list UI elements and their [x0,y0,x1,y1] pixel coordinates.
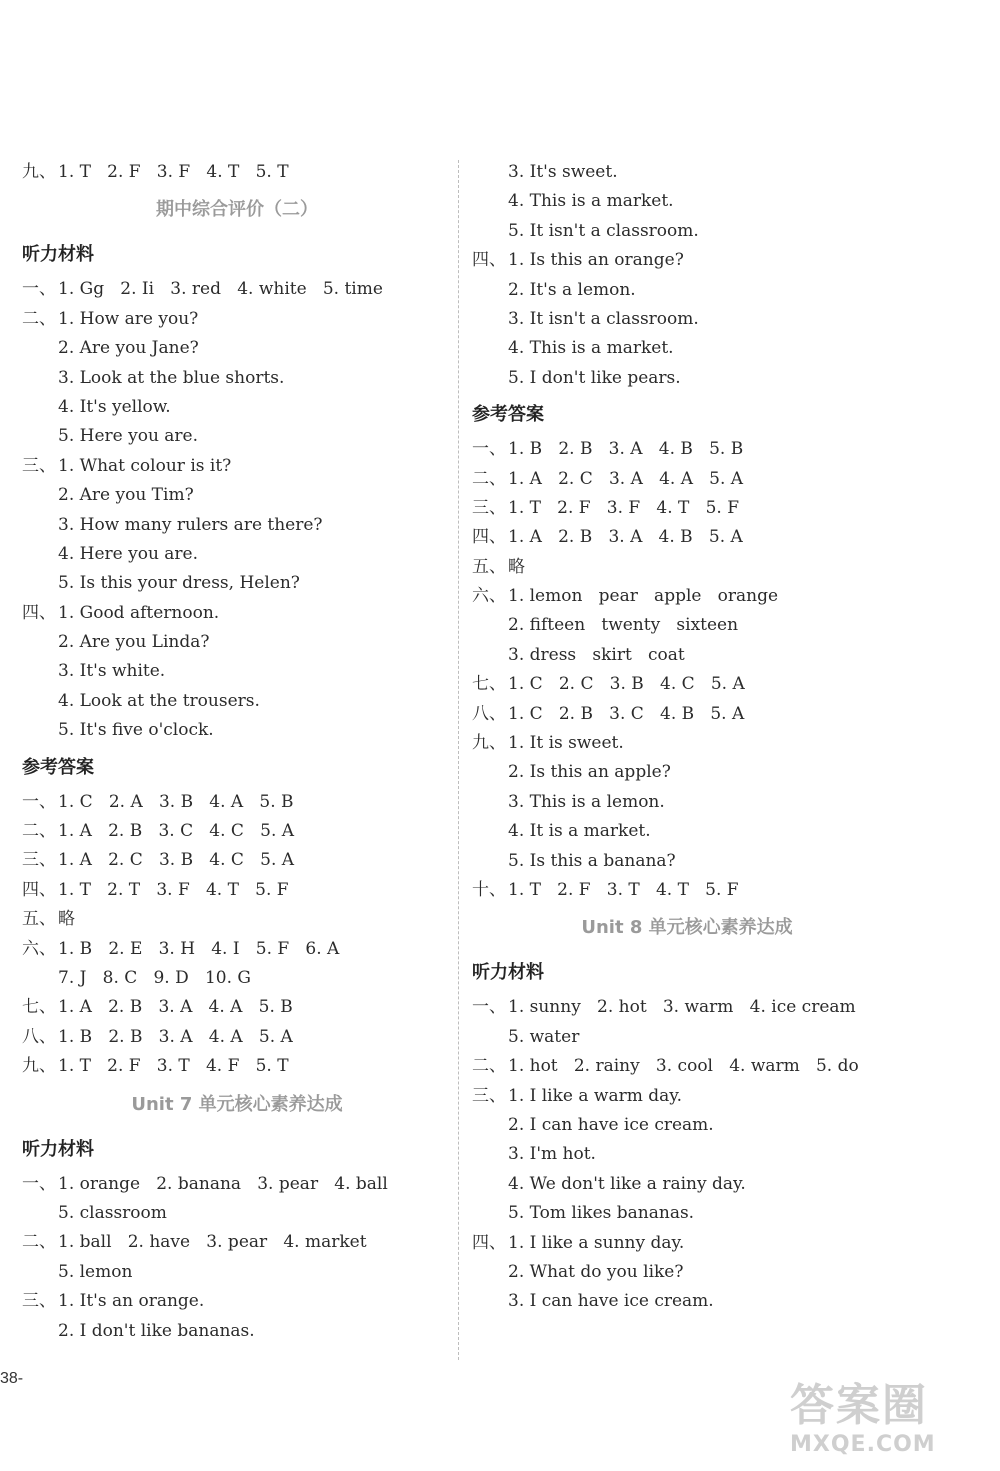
line-text: 5. classroom [58,1202,167,1223]
line-text: 2. fifteen twenty sixteen [508,615,739,636]
question-marker: 七、 [472,674,506,695]
answer-line [22,275,452,304]
answer-line [22,305,452,334]
line-text: 1. B 2. B 3. A 4. A 5. A [58,1026,293,1047]
answer-line [22,846,452,875]
line-text: 3. It isn't a classroom. [508,308,699,329]
answer-line [22,422,452,451]
answer-line [22,628,452,657]
section-title: Unit 8 单元核心素养达成 [581,917,793,939]
line-text: 5. water [508,1026,580,1047]
line-text: 4. This is a market. [508,191,674,212]
line-text: 3. I can have ice cream. [508,1291,714,1312]
line-text: 5. lemon [58,1261,133,1282]
answer-line [472,758,902,787]
line-text: 3. It's sweet. [508,162,618,182]
answer-line [472,1082,902,1111]
line-text: 1. I like a sunny day. [508,1232,685,1253]
question-marker: 八、 [22,1026,56,1047]
answer-line [472,523,902,552]
answer-line [22,569,452,598]
line-text: 1. It's an orange. [58,1291,205,1312]
page-number: 38- [0,1370,24,1387]
answer-line [472,494,902,523]
subsection-heading: 参考答案 [472,404,544,426]
answer-line [22,364,452,393]
line-text: 3. How many rulers are there? [58,514,323,535]
watermark-url: MXQE.COM [790,1432,936,1457]
line-text: 1. orange 2. banana 3. pear 4. ball [58,1173,388,1194]
question-marker: 一、 [22,279,56,300]
line-text: 1. A 2. B 3. C 4. C 5. A [58,821,295,842]
line-text: 1. Gg 2. Ii 3. red 4. white 5. time [58,279,383,300]
question-marker: 四、 [472,527,506,548]
answer-line [472,553,902,582]
answer-line [472,158,902,187]
answer-line [22,687,452,716]
answer-line [472,187,902,216]
line-text: 1. A 2. C 3. A 4. A 5. A [508,468,744,489]
answer-line [22,158,452,187]
answer-line [22,511,452,540]
line-text: 2. Are you Linda? [58,632,210,653]
line-text: 5. It's five o'clock. [58,720,214,741]
line-text: 3. Look at the blue shorts. [58,367,285,388]
answer-line [472,364,902,393]
answer-line [472,611,902,640]
line-text: 1. T 2. F 3. T 4. F 5. T [58,1056,289,1077]
answer-line [22,1052,452,1081]
answer-line [472,993,902,1022]
answer-line [22,481,452,510]
answer-line [472,305,902,334]
answer-line [22,1023,452,1052]
line-text: 1. T 2. T 3. F 4. T 5. F [58,879,289,900]
line-text: 1. lemon pear apple orange [508,586,779,607]
answer-line [22,964,452,993]
line-text: 4. Here you are. [58,543,199,564]
answer-line [22,876,452,905]
question-marker: 一、 [22,791,56,812]
line-text: 1. T 2. F 3. T 4. T 5. F [508,879,739,900]
subsection-heading: 听力材料 [472,962,544,984]
subsection-heading: 听力材料 [22,1138,94,1160]
answer-line [22,716,452,745]
line-text: 1. sunny 2. hot 3. warm 4. ice cream [508,997,856,1018]
answer-line [472,847,902,876]
line-text: 5. Is this your dress, Helen? [58,573,300,594]
line-text: 2. I can have ice cream. [508,1114,714,1135]
answer-line [472,217,902,246]
line-text: 2. It's a lemon. [508,279,636,300]
answer-line [22,393,452,422]
line-text: 7. J 8. C 9. D 10. G [58,967,251,988]
line-text: 2. Are you Tim? [58,485,194,506]
line-text: 2. What do you like? [508,1261,684,1282]
answer-line [472,276,902,305]
line-text: 3. It's white. [58,661,166,682]
question-marker: 五、 [472,556,506,577]
line-text: 1. It is sweet. [508,733,624,754]
line-text: 1. B 2. B 3. A 4. B 5. B [508,439,744,460]
line-text: 4. We don't like a rainy day. [508,1173,746,1194]
line-text: 1. C 2. A 3. B 4. A 5. B [58,791,294,812]
answer-line [22,1258,452,1287]
column-divider [458,160,459,1360]
question-marker: 三、 [22,455,56,476]
question-marker: 一、 [472,997,506,1018]
line-text: 1. Good afternoon. [58,602,220,623]
answer-line [472,334,902,363]
question-marker: 九、 [472,733,506,754]
line-text: 1. How are you? [58,308,199,329]
question-marker: 二、 [22,821,56,842]
answer-line [22,1170,452,1199]
answer-line [22,334,452,363]
answer-line [472,670,902,699]
answer-line [22,788,452,817]
line-text: 1. A 2. C 3. B 4. C 5. A [58,850,295,871]
line-text: 2. Are you Jane? [58,338,199,359]
line-text: 3. This is a lemon. [508,791,665,812]
answer-line [22,1199,452,1228]
answer-line [472,788,902,817]
line-text: 5. Is this a banana? [508,850,676,871]
question-marker: 五、 [22,909,56,930]
question-marker: 九、 [22,162,56,182]
answer-line [22,1228,452,1257]
answer-line [472,817,902,846]
question-marker: 二、 [472,1056,506,1077]
question-marker: 三、 [472,497,506,518]
line-text: 5. Here you are. [58,426,199,447]
question-marker: 二、 [22,308,56,329]
answer-line [472,1023,902,1052]
line-text: 4. Look at the trousers. [58,690,260,711]
left-column [22,158,452,1346]
answer-line [472,1199,902,1228]
question-marker: 六、 [472,586,506,607]
question-marker: 四、 [22,602,56,623]
answer-line [472,729,902,758]
line-text: 1. C 2. C 3. B 4. C 5. A [508,674,745,695]
question-marker: 九、 [22,1056,56,1077]
question-marker: 二、 [472,468,506,489]
answer-line [472,1258,902,1287]
answer-line [472,1229,902,1258]
question-marker: 十、 [472,879,506,900]
answer-line [472,1111,902,1140]
answer-line [22,1287,452,1316]
line-text: 2. I don't like bananas. [58,1320,255,1341]
answer-line [472,700,902,729]
answer-line [472,1052,902,1081]
answer-line [22,905,452,934]
answer-line [22,540,452,569]
subsection-heading: 听力材料 [22,244,94,266]
question-marker: 四、 [22,879,56,900]
question-marker: 八、 [472,703,506,724]
line-text: 1. I like a warm day. [508,1085,683,1106]
line-text: 5. It isn't a classroom. [508,220,699,241]
watermark-logo [790,1380,990,1460]
line-text: 3. I'm hot. [508,1144,596,1165]
question-marker: 一、 [472,439,506,460]
line-text: 3. dress skirt coat [508,644,685,665]
answer-line [22,452,452,481]
line-text: 5. I don't like pears. [508,367,681,388]
line-text: 略 [58,909,75,930]
line-text: 5. Tom likes bananas. [508,1203,695,1224]
line-text: 2. Is this an apple? [508,762,671,783]
question-marker: 三、 [22,850,56,871]
line-text: 1. hot 2. rainy 3. cool 4. warm 5. do [508,1056,859,1077]
answer-line [22,817,452,846]
right-column [472,158,902,1317]
line-text: 4. It is a market. [508,821,651,842]
line-text: 1. ball 2. have 3. pear 4. market [58,1232,367,1253]
line-text: 1. Is this an orange? [508,250,684,271]
line-text: 4. It's yellow. [58,396,171,417]
question-marker: 四、 [472,1232,506,1253]
line-text: 1. T 2. F 3. F 4. T 5. T [58,162,289,182]
line-text: 1. T 2. F 3. F 4. T 5. F [508,497,740,518]
answer-line [22,599,452,628]
answer-line [472,435,902,464]
line-text: 略 [508,556,525,577]
answer-line [472,1287,902,1316]
question-marker: 七、 [22,997,56,1018]
answer-line [22,935,452,964]
answer-line [472,1140,902,1169]
question-marker: 四、 [472,250,506,271]
answer-line [22,1317,452,1346]
answer-line [472,246,902,275]
question-marker: 六、 [22,938,56,959]
line-text: 4. This is a market. [508,338,674,359]
line-text: 1. C 2. B 3. C 4. B 5. A [508,703,745,724]
answer-line [472,465,902,494]
line-text: 1. What colour is it? [58,455,232,476]
subsection-heading: 参考答案 [22,756,94,778]
answer-line [472,876,902,905]
line-text: 1. B 2. E 3. H 4. I 5. F 6. A [58,938,340,959]
question-marker: 三、 [22,1291,56,1312]
line-text: 1. A 2. B 3. A 4. A 5. B [58,997,293,1018]
line-text: 1. A 2. B 3. A 4. B 5. A [508,527,743,548]
answer-line [472,1170,902,1199]
watermark-text: 答案圈 [790,1380,928,1431]
question-marker: 一、 [22,1173,56,1194]
answer-line [22,657,452,686]
question-marker: 三、 [472,1085,506,1106]
section-title: 期中综合评价（二） [156,199,318,221]
answer-line [472,582,902,611]
answer-line [472,641,902,670]
section-title: Unit 7 单元核心素养达成 [131,1093,343,1115]
answer-line [22,993,452,1022]
question-marker: 二、 [22,1232,56,1253]
